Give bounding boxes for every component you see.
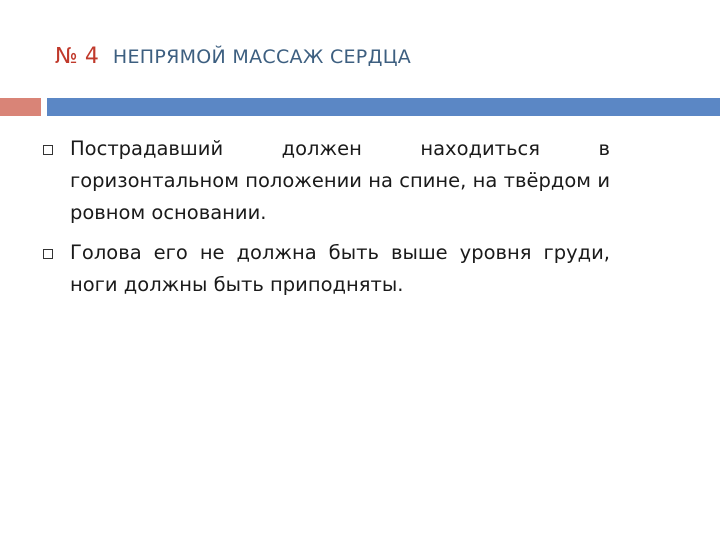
slide-title — [55, 44, 411, 78]
accent-bar-red — [0, 98, 41, 116]
bullet-text: Пострадавший должен находиться в горизонтальном положении на спине, на твёрдом и ровном основании. — [70, 137, 610, 224]
square-bullet-icon — [43, 145, 53, 155]
accent-bar-blue — [47, 98, 720, 116]
slide-title-text: НЕПРЯМОЙ МАССАЖ СЕРДЦА — [112, 46, 412, 68]
bullet-item — [40, 133, 610, 229]
bullet-list — [40, 133, 610, 309]
bullet-text: Голова его не должна быть выше уровня груди, ноги должны быть приподняты. — [70, 241, 610, 296]
bullet-item — [40, 237, 610, 301]
slide-number: № 4 — [55, 44, 99, 69]
square-bullet-icon — [43, 249, 53, 259]
